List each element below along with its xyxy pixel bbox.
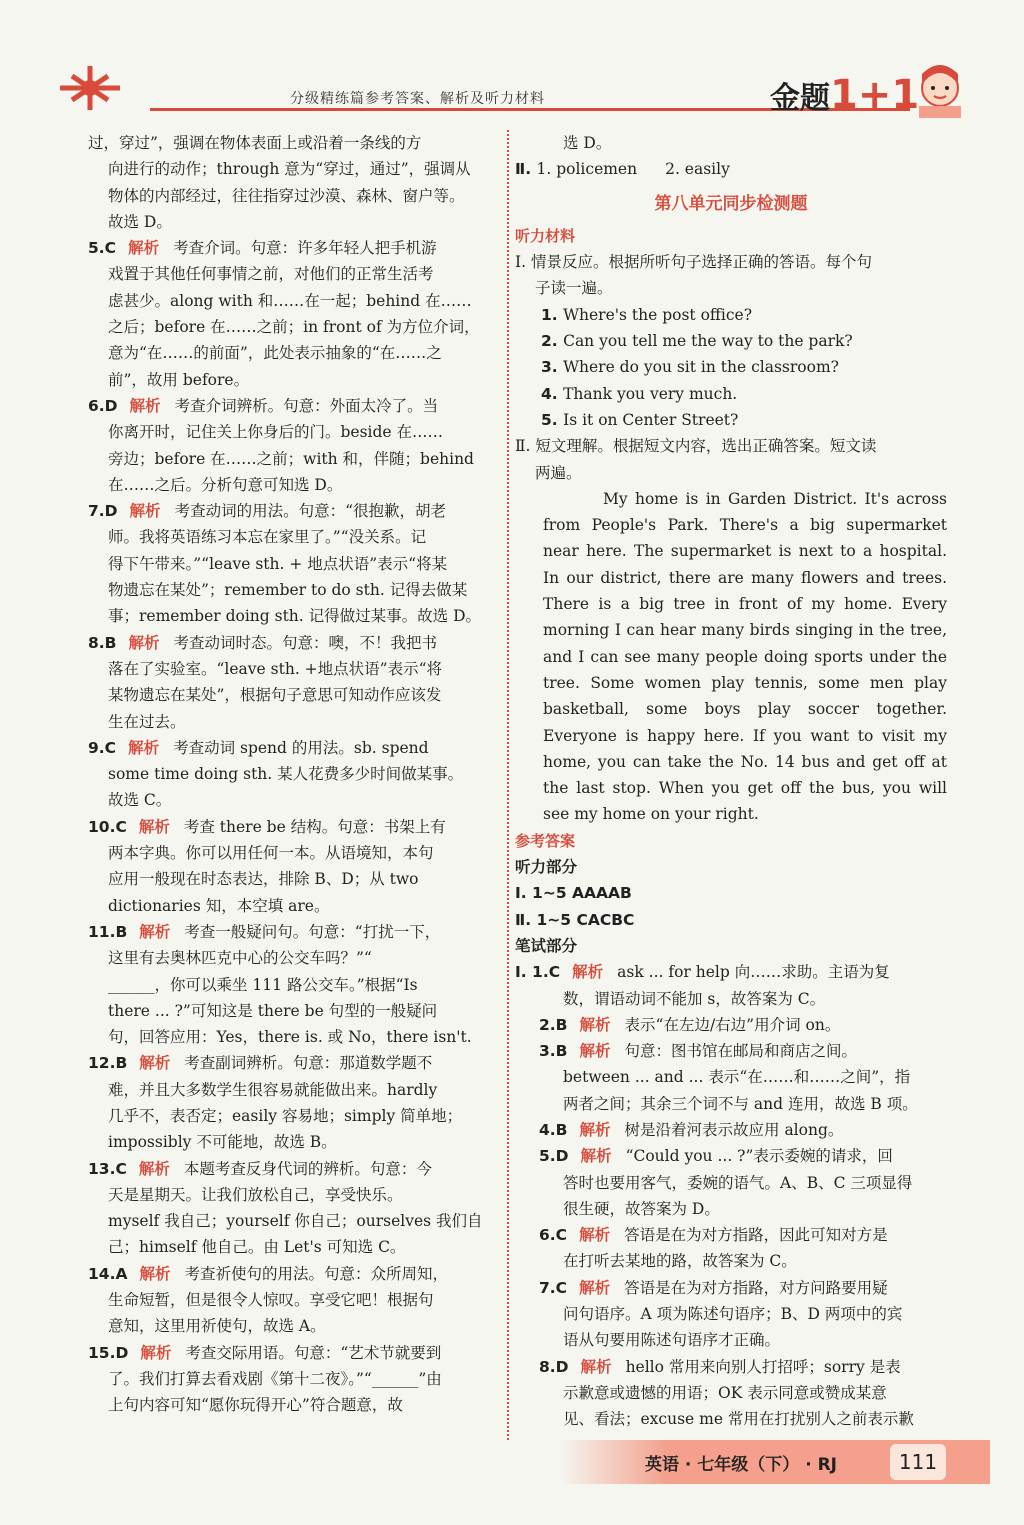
listening-heading: 听力材料 — [515, 226, 576, 245]
answer-item-line: 意为“在……的前面”，此处表示抽象的“在……之 — [108, 344, 442, 363]
written-item-line: between ... and ... 表示“在……和……之间”，指 — [563, 1068, 911, 1087]
left-column — [88, 130, 490, 1419]
intro-line: 过，穿过”，强调在物体表面上或沿着一条线的方 — [88, 134, 422, 152]
answer-item-tag: 解析 — [139, 1264, 171, 1283]
written-item-number: 2.B — [539, 1015, 568, 1034]
answer-item-line: 己；himself 他自己。由 Let's 可知选 C。 — [108, 1238, 406, 1257]
answer-item-line: 生在过去。 — [108, 712, 186, 731]
answer-item-line: 你离开时，记住关上你身后的门。beside 在…… — [108, 423, 444, 442]
answer-item-number: 15.D — [88, 1343, 129, 1362]
written-item-line: 问句语序。A 项为陈述句语序；B、D 两项中的宾 — [563, 1305, 903, 1324]
answer-item-text: 考查副词辨析。句意：那道数学题不 — [184, 1054, 433, 1073]
answer-item-line: 几乎不，表否定；easily 容易地；simply 简单地； — [108, 1106, 463, 1125]
written-item-number: 7.C — [539, 1278, 568, 1297]
answer-item-line: myself 我自己；yourself 你自己；ourselves 我们自 — [108, 1212, 483, 1231]
answer-item-line: some time doing sth. 某人花费多少时间做某事。 — [108, 765, 464, 784]
part-i-title: Ⅰ. 情景反应。根据所听句子选择正确的答语。每个句 — [515, 253, 872, 272]
question-number: 2. — [541, 332, 564, 351]
answer-item-line: ______，你可以乘坐 111 路公交车。”根据“Is — [108, 975, 418, 994]
listening-passage: My home is in Garden District. It's across from People's Park. There's a big supermarket near here. The supermarket is next to a hospital. In our district, there are many flowers and trees. There is a big tree in front of my home. Every morning I can hear many birds singing in the tree, and I can see many people doing sports under the tree. Some women play tennis, some men play basketball, some boys play soccer together. Everyone is happy here. If you want to visit my home, you can take the No. 14 bus and get off at the last stop. When you get off the bus, you will see my home on your right. — [543, 489, 947, 824]
written-item-tag: 解析 — [579, 1120, 611, 1139]
answer-item-line: 落在了实验室。“leave sth. +地点状语”表示“将 — [108, 659, 443, 678]
written-part-heading: 笔试部分 — [515, 936, 578, 955]
question-text: Where's the post office? — [563, 305, 753, 324]
right-column — [515, 130, 947, 1433]
part-i-title: 子读一遍。 — [535, 279, 613, 298]
written-item-tag: 解析 — [579, 1042, 611, 1061]
question-item — [515, 302, 947, 328]
answer-item-number: 5.C — [88, 239, 117, 258]
answer-item-number: 7.D — [88, 502, 118, 521]
written-item-line — [515, 1275, 947, 1301]
answer-item-line: dictionaries 知，本空填 are。 — [108, 896, 330, 915]
answer-item-text: 考查动词的用法。句意：“很抱歉，胡老 — [174, 502, 446, 521]
answer-item-line — [88, 630, 490, 656]
answer-item-line — [88, 735, 490, 761]
written-item-text: ask ... for help 向……求助。主语为复 — [617, 963, 890, 982]
answer-item-line — [88, 235, 490, 261]
written-item-line — [515, 1117, 947, 1143]
answer-item-tag: 解析 — [138, 817, 170, 836]
question-item — [515, 328, 947, 354]
answer-item-tag: 解析 — [128, 239, 160, 258]
answer-item-line: 应用一般现在时态表达，排除 B、D；从 two — [108, 870, 419, 889]
written-item-line: 两者之间；其余三个词不与 and 连用，故选 B 项。 — [563, 1094, 918, 1113]
answer-item-line: 了。我们打算去看戏剧《第十二夜》。”“______”由 — [108, 1369, 442, 1388]
question-number: 4. — [541, 384, 564, 403]
part2-item: 1. policemen — [536, 160, 638, 179]
answer-item-text: 考查动词时态。句意：噢，不！我把书 — [173, 633, 438, 652]
written-item-number: 6.C — [539, 1226, 568, 1245]
answer-item-line — [88, 1050, 490, 1076]
page-footer — [560, 1440, 990, 1484]
answer-item-line: 前”，故用 before。 — [108, 370, 250, 389]
written-item-line: 答时也要用客气，委婉的语气。A、B、C 三项显得 — [563, 1173, 913, 1192]
answer-item-text: 本题考查反身代词的辨析。句意：今 — [183, 1159, 432, 1178]
part2-answers — [515, 156, 947, 182]
intro-line: 向进行的动作；through 意为“穿过，通过”，强调从 — [108, 160, 471, 179]
written-item-text: 答语是在为对方指路，因此可知对方是 — [624, 1226, 888, 1245]
answer-item-tag: 解析 — [128, 633, 160, 652]
question-item — [515, 407, 947, 433]
answer-item-line: 天是星期天。让我们放松自己，享受快乐。 — [108, 1185, 403, 1204]
question-text: Where do you sit in the classroom? — [563, 358, 839, 377]
answer-item-number: 9.C — [88, 738, 117, 757]
written-item-line: 在打听去某地的路，故答案为 C。 — [563, 1252, 797, 1271]
question-number: 1. — [541, 305, 564, 324]
question-item — [515, 381, 947, 407]
answer-item-number: 6.D — [88, 396, 118, 415]
publisher-logo-icon — [50, 58, 130, 118]
written-item-number: 8.D — [539, 1357, 569, 1376]
page-number: 111 — [890, 1444, 946, 1480]
written-item-text: 答语是在为对方指路，对方问路要用疑 — [624, 1278, 888, 1297]
written-item-tag: 解析 — [580, 1357, 612, 1376]
answer-item-tag: 解析 — [139, 922, 171, 941]
written-item-line — [515, 959, 947, 985]
written-item-tag: 解析 — [579, 1278, 611, 1297]
part2-label: Ⅱ. — [515, 160, 537, 179]
answer-item-text: 考查介词。句意：许多年轻人把手机游 — [173, 239, 437, 258]
written-item-line: 语从句要用陈述句语序才正确。 — [563, 1331, 781, 1350]
answer-item-line: 事；remember doing sth. 记得做过某事。故选 D。 — [108, 607, 481, 626]
answer-item-line: 意知，这里用祈使句，故选 A。 — [108, 1317, 326, 1336]
answer-item-line — [88, 393, 490, 419]
written-item-line: 数，谓语动词不能加 s，故答案为 C。 — [563, 989, 826, 1008]
intro-line: 物体的内部经过，往往指穿过沙漠、森林、窗户等。 — [108, 186, 465, 205]
answer-item-tag: 解析 — [128, 738, 160, 757]
answer-item-line — [88, 814, 490, 840]
answer-item-line: 虑甚少。along with 和……在一起；behind 在…… — [108, 291, 472, 310]
answers-heading: 参考答案 — [515, 831, 576, 850]
answer-item-line: 旁边；before 在……之前；with 和，伴随；behind — [108, 449, 474, 468]
question-number: 3. — [541, 358, 564, 377]
written-item-text: 树是沿着河表示故应用 along。 — [624, 1120, 844, 1139]
written-item-line: 很生硬，故答案为 D。 — [563, 1199, 720, 1218]
written-item-line: 示歉意或遗憾的用语；OK 表示同意或赞成某意 — [563, 1383, 887, 1402]
answer-item-line: 在……之后。分析句意可知选 D。 — [108, 475, 343, 494]
part-ii-title: Ⅱ. 短文理解。根据短文内容，选出正确答案。短文读 — [515, 437, 877, 456]
answer-item-tag: 解析 — [139, 1054, 171, 1073]
answer-item-line: 句，回答应用：Yes，there is. 或 No，there isn't. — [108, 1028, 472, 1047]
answer-item-line: 物遗忘在某处”；remember to do sth. 记得去做某 — [108, 581, 468, 600]
answer-item-line: 师。我将英语练习本忘在家里了。”“没关系。记 — [108, 528, 427, 547]
written-item-tag: 解析 — [579, 1226, 611, 1245]
part-ii-title: 两遍。 — [535, 463, 582, 482]
footer-subject: 英语 · 七年级（下） · RJ — [645, 1455, 838, 1475]
answer-item-line: 某物遗忘在某处”，根据句子意思可知动作应该发 — [108, 686, 442, 705]
brand-number: 1+1 — [830, 72, 920, 118]
written-item-text: 表示“在左边/右边”用介词 on。 — [624, 1015, 841, 1034]
answer-item-text: 考查 there be 结构。句意：书架上有 — [183, 817, 446, 836]
written-item-number: 5.D — [539, 1147, 569, 1166]
answer-item-line: 上句内容可知“愿你玩得开心”符合题意，故 — [108, 1396, 403, 1415]
answer-item-line: 这里有去奥林匹克中心的公交车吗？”“ — [108, 949, 372, 968]
written-item-tag: 解析 — [580, 1147, 612, 1166]
answer-item-line: impossibly 不可能地，故选 B。 — [108, 1133, 337, 1152]
brand-text: 金题 — [770, 81, 830, 116]
written-item-tag: 解析 — [572, 963, 604, 982]
answer-item-line: 故选 C。 — [108, 791, 172, 810]
brand-title — [770, 72, 919, 118]
written-item-number: 3.B — [539, 1042, 568, 1061]
mascot-girl-icon — [905, 62, 975, 122]
answer-item-number: 11.B — [88, 922, 128, 941]
listening-answer: Ⅱ. 1~5 CACBC — [515, 910, 635, 929]
written-item-line — [515, 1012, 947, 1038]
header-subtitle: 分级精练篇参考答案、解析及听力材料 — [290, 91, 545, 107]
written-item-line: 见、看法；excuse me 常用在打扰别人之前表示歉 — [563, 1410, 914, 1429]
answer-item-number: 13.C — [88, 1159, 127, 1178]
continued-line: 选 D。 — [563, 134, 612, 152]
answer-item-tag: 解析 — [140, 1343, 172, 1362]
page-header — [0, 0, 1024, 130]
answer-item-number: 8.B — [88, 633, 117, 652]
answer-item-line: 生命短暂，但是很令人惊叹。享受它吧！根据句 — [108, 1291, 434, 1310]
question-text: Is it on Center Street? — [563, 410, 739, 429]
answer-item-line — [88, 498, 490, 524]
answer-item-line — [88, 1156, 490, 1182]
written-item-line — [515, 1143, 947, 1169]
answer-item-line: there ... ?”可知这是 there be 句型的一般疑问 — [108, 1001, 438, 1020]
answer-item-text: 考查交际用语。句意：“艺术节就要到 — [185, 1343, 442, 1362]
written-item-tag: 解析 — [579, 1015, 611, 1034]
written-item-line — [515, 1222, 947, 1248]
answer-item-text: 考查动词 spend 的用法。sb. spend — [173, 738, 429, 757]
answer-item-text: 考查祈使句的用法。句意：众所周知， — [184, 1264, 448, 1283]
part2-item: 2. easily — [665, 160, 730, 179]
question-number: 5. — [541, 410, 564, 429]
answer-item-line — [88, 1261, 490, 1287]
written-item-text: hello 常用来向别人打招呼；sorry 是表 — [625, 1357, 901, 1376]
answer-item-line: 难，并且大多数学生很容易就能做出来。hardly — [108, 1080, 438, 1099]
listening-part-heading: 听力部分 — [515, 858, 578, 877]
column-divider — [507, 130, 509, 1440]
listening-answer: Ⅰ. 1~5 AAAAB — [515, 884, 632, 903]
answer-item-line — [88, 919, 490, 945]
written-item-number: 4.B — [539, 1120, 568, 1139]
answer-item-number: 10.C — [88, 817, 127, 836]
answer-item-tag: 解析 — [129, 396, 161, 415]
answer-item-line: 两本字典。你可以用任何一本。从语境知，本句 — [108, 844, 434, 863]
answer-item-text: 考查一般疑问句。句意：“打扰一下， — [184, 922, 441, 941]
answer-item-line: 得下午带来。”“leave sth. + 地点状语”表示“将某 — [108, 554, 448, 573]
answer-item-tag: 解析 — [138, 1159, 170, 1178]
answer-item-line — [88, 1340, 490, 1366]
written-item-text: “Could you ... ?”表示委婉的请求，回 — [625, 1147, 893, 1166]
intro-line: 故选 D。 — [108, 212, 172, 231]
answer-item-tag: 解析 — [129, 502, 161, 521]
answer-item-line: 之后；before 在……之前；in front of 为方位介词， — [108, 318, 480, 337]
answer-item-line: 戏置于其他任何事情之前，对他们的正常生活考 — [108, 265, 434, 284]
answer-item-text: 考查介词辨析。句意：外面太冷了。当 — [174, 396, 439, 415]
written-item-text: 句意：图书馆在邮局和商店之间。 — [624, 1042, 858, 1061]
answer-item-number: 12.B — [88, 1054, 128, 1073]
answer-item-number: 14.A — [88, 1264, 128, 1283]
question-text: Thank you very much. — [563, 384, 738, 403]
written-item-line — [515, 1038, 947, 1064]
question-item — [515, 354, 947, 380]
section-title: 第八单元同步检测题 — [654, 193, 808, 214]
written-item-line — [515, 1354, 947, 1380]
written-item-number: Ⅰ. 1.C — [515, 963, 561, 982]
question-text: Can you tell me the way to the park? — [563, 332, 853, 351]
